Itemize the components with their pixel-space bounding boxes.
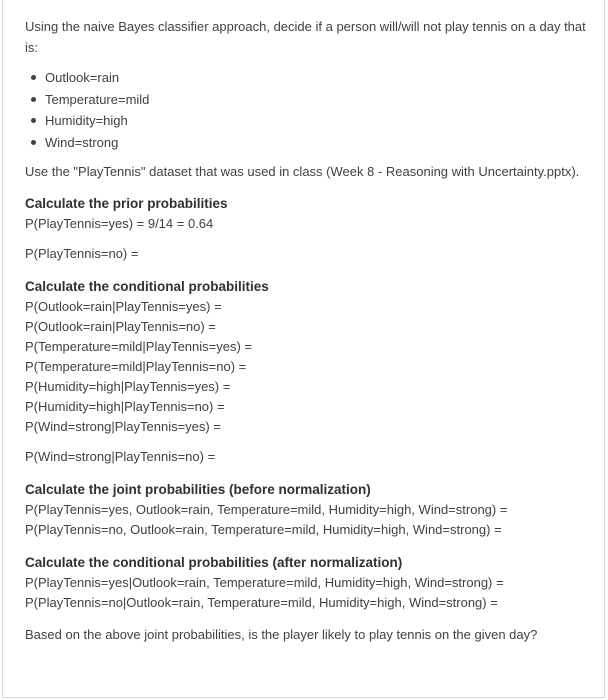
prior-yes: P(PlayTennis=yes) = 9/14 = 0.64 (25, 216, 214, 231)
joint-heading: Calculate the joint probabilities (before normalization) (25, 482, 371, 497)
normalized-yes: P(PlayTennis=yes|Outlook=rain, Temperature=mild, Humidity=high, Wind=strong) = (25, 575, 504, 590)
final-question: Based on the above joint probabilities, is the player likely to play tennis on the given day? (25, 627, 538, 642)
conditional-wind-no: P(Wind=strong|PlayTennis=no) = (25, 449, 216, 464)
condition-outlook: Outlook=rain (29, 67, 597, 89)
joint-yes: P(PlayTennis=yes, Outlook=rain, Temperature=mild, Humidity=high, Wind=strong) = (25, 502, 508, 517)
condition-wind: Wind=strong (29, 132, 597, 154)
joint-no: P(PlayTennis=no, Outlook=rain, Temperature=mild, Humidity=high, Wind=strong) = (25, 522, 502, 537)
conditional-humidity-no: P(Humidity=high|PlayTennis=no) = (25, 399, 225, 414)
intro-text: Using the naive Bayes classifier approach, decide if a person will/will not play tennis on a day that is: (25, 19, 586, 55)
conditional-wind-yes: P(Wind=strong|PlayTennis=yes) = (25, 419, 221, 434)
conditional-temperature-yes: P(Temperature=mild|PlayTennis=yes) = (25, 339, 253, 354)
question-body (25, 16, 597, 645)
conditional-heading: Calculate the conditional probabilities (25, 279, 269, 294)
conditions-list (25, 67, 597, 153)
conditional-temperature-no: P(Temperature=mild|PlayTennis=no) = (25, 359, 247, 374)
condition-humidity: Humidity=high (29, 110, 597, 132)
conditional-humidity-yes: P(Humidity=high|PlayTennis=yes) = (25, 379, 231, 394)
prior-heading: Calculate the prior probabilities (25, 196, 228, 211)
question-card (2, 0, 605, 698)
conditional-outlook-no: P(Outlook=rain|PlayTennis=no) = (25, 319, 216, 334)
normalized-heading: Calculate the conditional probabilities (after normalization) (25, 555, 403, 570)
condition-temperature: Temperature=mild (29, 89, 597, 111)
dataset-note: Use the "PlayTennis" dataset that was used in class (Week 8 - Reasoning with Uncertainty.pptx). (25, 164, 580, 179)
prior-no: P(PlayTennis=no) = (25, 246, 139, 261)
normalized-no: P(PlayTennis=no|Outlook=rain, Temperature=mild, Humidity=high, Wind=strong) = (25, 595, 498, 610)
conditional-outlook-yes: P(Outlook=rain|PlayTennis=yes) = (25, 299, 222, 314)
